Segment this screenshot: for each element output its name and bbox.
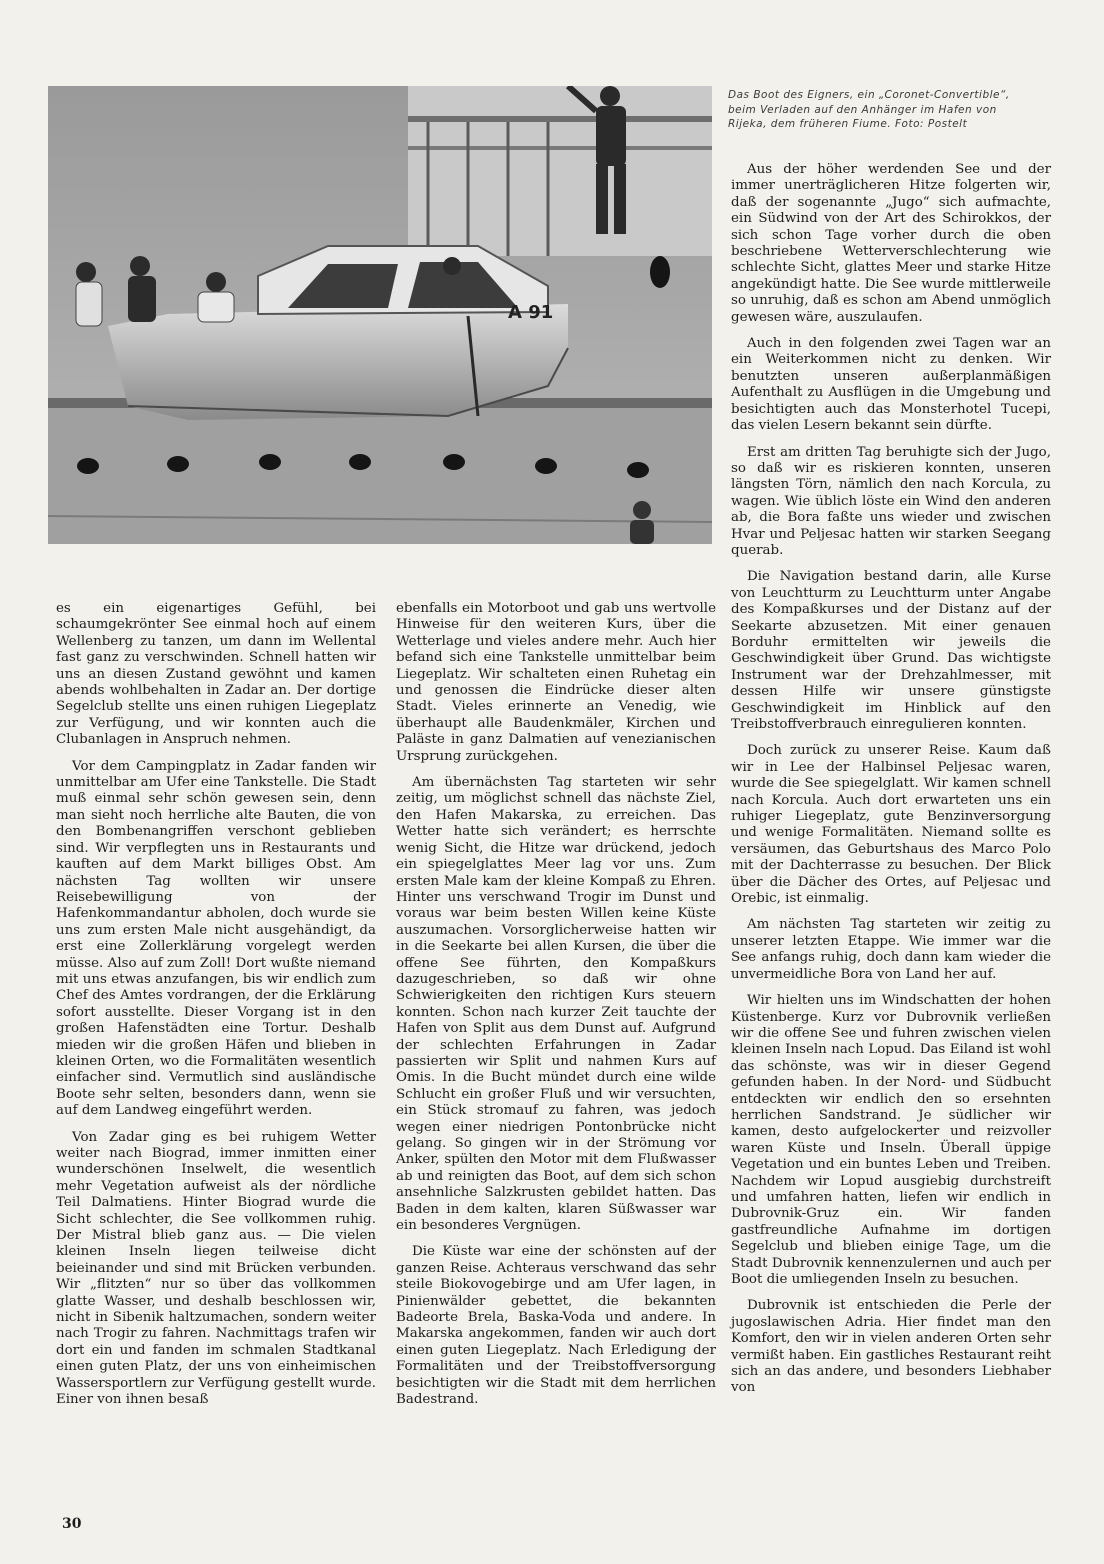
boat-photo — [48, 86, 712, 544]
hull-marking: A 91 — [508, 302, 554, 323]
paragraph: Doch zurück zu unserer Reise. Kaum daß wir in Lee der Halbinsel Peljesac waren, wurde die See spiegelglatt. Wir kamen schnell nach Korcula. Auch dort erwarteten uns ein ruhiger Liegeplatz, gute Benzinversorgung und wenige Formalitäten. Niemand sollte es versäumen, das Geburtshaus des Marco Polo mit der Dachterrasse zu besuchen. Der Blick über die Dächer des Ortes, auf Peljesac und Orebic, ist einmalig. — [731, 743, 1051, 907]
paragraph: Erst am dritten Tag beruhigte sich der Jugo, so daß wir es riskieren konnten, unseren längsten Törn, nämlich den nach Korcula, zu wagen. Wie üblich löste ein Wind den anderen ab, die Bora faßte uns wieder und zwischen Hvar und Peljesac hatten wir starken Seegang querab. — [731, 444, 1051, 558]
paragraph: Die Navigation bestand darin, alle Kurse von Leuchtturm zu Leuchtturm unter Angabe des Kompaßkurses und der Distanz auf der Seekarte abzusetzen. Mit einer genauen Borduhr ermittelten wir jeweils die Geschwindigkeit über Grund. Das wichtigste Instrument war der Drehzahlmesser, mit dessen Hilfe wir unsere günstigste Geschwindigkeit im Hinblick auf den Treibstoffverbrauch einregulieren konnten. — [731, 569, 1051, 732]
photo-caption: Das Boot des Eigners, ein „Coronet-Convertible“, beim Verladen auf den Anhänger im Hafen von Rijeka, dem früheren Fiume. Foto: Postelt — [728, 89, 1010, 130]
paragraph: Vor dem Campingplatz in Zadar fanden wir unmittelbar am Ufer eine Tankstelle. Die Stadt muß einmal sehr schön gewesen sein, denn man sieht noch herrliche alte Bauten, die von den Bombenangriffen verschont geblieben sind. Wir verpflegten uns in Restaurants und kauften auf dem Markt billiges Obst. Am nächsten Tag wollten wir unsere Reisebewilligung von der Hafenkommandantur abholen, doch wurde sie uns zum ersten Male nicht ausgehändigt, da erst eine Zollerklärung vorgelegt werden müsse. Also auf zum Zoll! Dort wußte niemand mit uns etwas anzufangen, bis wir endlich zum Chef des Amtes vordrangen, der die Erklärung sofort ausstellte. Dieser Vorgang ist in den großen Hafenstädten eine Tortur. Deshalb mieden wir die großen Häfen und blieben in kleinen Orten, wo die Formalitäten wesentlich einfacher sind. Vermutlich sind ausländische Boote sehr selten, besonders dann, wenn sie auf dem Landweg eingeführt werden. — [56, 758, 376, 1119]
paragraph: Aus der höher werdenden See und der immer unerträglicheren Hitze folgerten wir, daß der sogenannte „Jugo“ sich aufmachte, ein Südwind von der Art des Schirokkos, der sich schon Tage vorher durch die oben beschriebene Wetterverschlechterung wie schlechte Sicht, glattes Meer und starke Hitze angekündigt hatte. Die See wurde mittlerweile so unruhig, daß es schon am Abend unmöglich gewesen wäre, auszulaufen. — [731, 162, 1051, 325]
paragraph: Wir hielten uns im Windschatten der hohen Küstenberge. Kurz vor Dubrovnik verließen wir die offene See und fuhren zwischen vielen kleinen Inseln nach Lopud. Das Eiland ist wohl das schönste, was wir in dieser Gegend gefunden haben. In der Nord- und Südbucht entdeckten wir endlich den so ersehnten herrlichen Sandstrand. Je südlicher wir kamen, desto aufgelockerter und reizvoller waren Küste und Inseln. Überall üppige Vegetation und ein buntes Leben und Treiben. Nachdem wir Lopud ausgiebig durchstreift und umfahren hatten, liefen wir endlich in Dubrovnik-Gruz ein. Wir fanden gastfreundliche Aufnahme im dortigen Segelclub und blieben einige Tage, um die Stadt Dubrovnik kennenzulernen und auch per Boot die umliegenden Inseln zu besuchen. — [731, 993, 1051, 1287]
page-number: 30 — [62, 1516, 82, 1532]
paragraph: Dubrovnik ist entschieden die Perle der jugoslawischen Adria. Hier findet man den Komfort, den wir in vielen anderen Orten sehr vermißt haben. Ein gastliches Restaurant reiht sich an das andere, und besonders Liebhaber von — [731, 1298, 1051, 1396]
text-column-1 — [56, 601, 376, 1419]
paragraph: ebenfalls ein Motorboot und gab uns wertvolle Hinweise für den weiteren Kurs, über die Wetterlage und vieles andere mehr. Auch hier befand sich eine Tankstelle unmittelbar beim Liegeplatz. Wir schalteten einen Ruhetag ein und genossen die Eindrücke dieser alten Stadt. Vieles erinnerte an Venedig, wie überhaupt alle Baudenkmäler, Kirchen und Paläste in ganz Dalmatien auf venezianischen Ursprung zurückgehen. — [396, 601, 716, 764]
paragraph: Am übernächsten Tag starteten wir sehr zeitig, um möglichst schnell das nächste Ziel, den Hafen Makarska, zu erreichen. Das Wetter hatte sich verändert; es herrschte wenig Sicht, die Hitze war drückend, jedoch ein spiegelglattes Meer lag vor uns. Zum ersten Male kam der kleine Kompaß zu Ehren. Hinter uns verschwand Trogir im Dunst und voraus war beim besten Willen keine Küste auszumachen. Vorsorglicherweise hatten wir in die Seekarte bei allen Kursen, die über die offene See führten, den Kompaßkurs dazugeschrieben, so daß wir ohne Schwierigkeiten den richtigen Kurs steuern konnten. Schon nach kurzer Zeit tauchte der Hafen von Split aus dem Dunst auf. Aufgrund der schlechten Erfahrungen in Zadar passierten wir Split und nahmen Kurs auf Omis. In die Bucht mündet durch eine wilde Schlucht ein großer Fluß und wir versuchten, ein Stück stromauf zu fahren, was jedoch wegen einer niedrigen Pontonbrücke nicht gelang. So gingen wir in der Strömung vor Anker, spülten den Motor mit dem Flußwasser ab und reinigten das Boot, auf dem sich schon ansehnliche Salzkrusten gebildet hatten. Das Baden in dem kalten, klaren Süßwasser war ein besonderes Vergnügen. — [396, 775, 716, 1234]
paragraph: Die Küste war eine der schönsten auf der ganzen Reise. Achteraus verschwand das sehr steile Biokovogebirge und am Ufer lagen, in Pinienwälder gebettet, die bekannten Badeorte Brela, Baska-Voda und andere. In Makarska angekommen, fanden wir auch dort einen guten Liegeplatz. Nach Erledigung der Formalitäten und der Treibstoffversorgung besichtigten wir die Stadt mit dem herrlichen Badestrand. — [396, 1244, 716, 1408]
text-column-2 — [396, 601, 716, 1419]
paragraph: Am nächsten Tag starteten wir zeitig zu unserer letzten Etappe. Wie immer war die See anfangs ruhig, doch dann kam wieder die unvermeidliche Bora von Land her auf. — [731, 917, 1051, 982]
paragraph: Von Zadar ging es bei ruhigem Wetter weiter nach Biograd, immer inmitten einer wunderschönen Inselwelt, die wesentlich mehr Vegetation aufweist als der nördliche Teil Dalmatiens. Hinter Biograd wurde die Sicht schlechter, die See vollkommen ruhig. Der Mistral blieb ganz aus. — Die vielen kleinen Inseln liegen teilweise dicht beieinander und sind mit Brücken verbunden. Wir „flitzten“ nur so über das vollkommen glatte Wasser, und deshalb beschlossen wir, nicht in Sibenik haltzumachen, sondern weiter nach Trogir zu fahren. Nachmittags trafen wir dort ein und fanden im schmalen Stadtkanal einen guten Platz, der uns von einheimischen Wassersportlern zur Verfügung gestellt wurde. Einer von ihnen besaß — [56, 1129, 376, 1408]
text-column-3 — [731, 162, 1051, 1407]
paragraph: Auch in den folgenden zwei Tagen war an ein Weiterkommen nicht zu denken. Wir benutzten unseren außerplanmäßigen Aufenthalt zu Ausflügen in die Umgebung und besichtigten auch das Monsterhotel Tucepi, das vielen Lesern bekannt sein dürfte. — [731, 336, 1051, 434]
paragraph: es ein eigenartiges Gefühl, bei schaumgekrönter See einmal hoch auf einem Wellenberg zu tanzen, um dann im Wellental fast ganz zu verschwinden. Schnell hatten wir uns an diesen Zustand gewöhnt und kamen abends wohlbehalten in Zadar an. Der dortige Segelclub stellte uns einen ruhigen Liegeplatz zur Verfügung, und wir konnten auch die Clubanlagen in Anspruch nehmen. — [56, 601, 376, 748]
